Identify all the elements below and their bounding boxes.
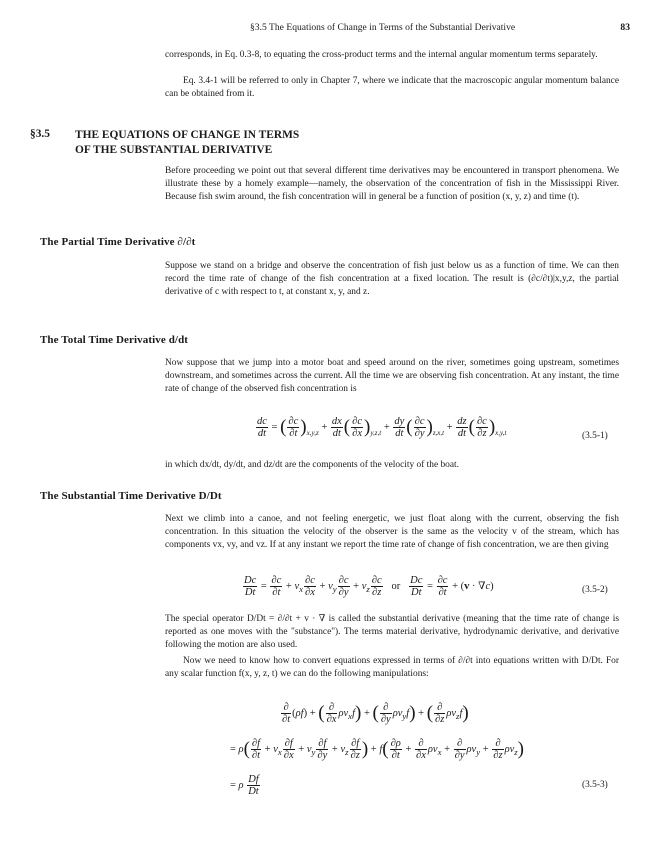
equation-number-3-5-1: (3.5-1) [582,431,608,441]
subheading-partial-derivative: The Partial Time Derivative ∂/∂t [40,236,196,248]
equation-or: or [391,580,401,592]
equation-number-3-5-2: (3.5-2) [582,585,608,595]
substantial-derivative-paragraph: Next we climb into a canoe, and not feeling energetic, we just float along with the current, observing the fish concentration. In this situation the velocity of the observer is the same as the velocity v of the stream, which has components vx, vy, and vz. If at any instant we report the time rate of change of fish concentration, we are then giving [165,514,619,550]
boat-velocity-paragraph: in which dx/dt, dy/dt, and dz/dt are the components of the velocity of the boat. [165,460,459,470]
subheading-total-derivative: The Total Time Derivative d/dt [40,334,189,346]
section-intro-paragraph: Before proceeding we point out that several different time derivatives may be encountered in transport phenomena. We illustrate these by a homely example—namely, the observation of the concentration of fish in the Mississippi River. Because fish swim around, the fish concentration will in general be a function of position (x, y, z) and time (t). [165,166,619,202]
equation-number-3-5-3: (3.5-3) [582,780,608,790]
total-derivative-paragraph: Now suppose that we jump into a motor boat and speed around on the river, sometimes going upstream, sometimes downstream, and sometimes across the current. All the time we are observing fish concentration. At any instant, the time rate of change of the observed fish concentration is [165,358,619,394]
running-head-title: §3.5 The Equations of Change in Terms of the Substantial Derivative [250,22,516,33]
subheading-substantial-derivative: The Substantial Time Derivative D/Dt [40,490,222,502]
section-title: THE EQUATIONS OF CHANGE IN TERMS OF THE SUBSTANTIAL DERIVATIVE [75,129,300,156]
equation-3-5-1: $\frac{dc}{dt}$ = ( $\frac{\partial c}{\partial t}$ )$_{x,y,z}$ + $\frac{dx}{dt}$ ( $\frac{\partial c}{\partial x}$ )$_{y,z,t}$ + $\frac{dy}{dt}$ ( $\frac{\partial c}{\partial y}$ )$_{z,x,t}$ + $\frac{dz}{dt}$ ( $\frac{\partial c}{\partial z}$ )$_{x,y,t}$ [257,416,507,439]
equation-3-5-2: $\frac{Dc}{Dt}$ = $\frac{\partial c}{\partial t}$ + $v_x$ $\frac{\partial c}{\partial x}$ + $v_y$ $\frac{\partial c}{\partial y}$ + $v_z$ $\frac{\partial c}{\partial z}$ or $\frac{Dc}{Dt}$ = $\frac{\partial c}{\partial t}$ + (v · ∇c) [244,575,494,598]
running-head [250,22,630,33]
intro-paragraph-2: Eq. 3.4-1 will be referred to only in Chapter 7, where we indicate that the macroscopic angular momentum balance can be obtained from it. [165,76,619,99]
partial-derivative-paragraph: Suppose we stand on a bridge and observe the concentration of fish just below us as a function of time. We can then record the time rate of change of the fish concentration at a fixed location. The result is (∂c/∂t)|x,y,z, the partial derivative of c with respect to t, at constant x, y, and z. [165,261,619,297]
intro-paragraph-1: corresponds, in Eq. 0.3-8, to equating the cross-product terms and the internal angular momentum terms separately. [165,50,598,60]
substantial-operator-paragraph: The special operator D/Dt = ∂/∂t + v · ∇ is called the substantial derivative (meaning that the time rate of change is reported as one moves with the "substance"). The terms material derivative, hydrodynamic derivative, and derivative following the motion are also used. [165,614,619,650]
equation-3-5-3-line-1: $\frac{\partial}{\partial t}$ (ρf) + ( $\frac{\partial}{\partial x}$ $\rho v_xf$) + ( $\frac{\partial}{\partial y}$ $\rho v_yf$) + ( $\frac{\partial}{\partial z}$ $\rho v_zf$) [282,702,469,725]
section-number: §3.5 [30,128,50,140]
equation-3-5-3-line-2: = ρ( $\frac{\partial f}{\partial t}$ + $v_x$ $\frac{\partial f}{\partial x}$ + $v_y$ $\frac{\partial f}{\partial y}$ + $v_z$ $\frac{\partial f}{\partial z}$ ) + f( $\frac{\partial\rho}{\partial t}$ + $\frac{\partial}{\partial x}$ $\rho v_x$ + $\frac{\partial}{\partial y}$ $\rho v_y$ + $\frac{\partial}{\partial z}$ $\rho v_z$) [230,738,524,761]
equation-3-5-3-line-3: = ρ $\frac{Df}{Dt}$ [230,774,259,797]
page-number: 83 [620,22,630,33]
conversion-paragraph: Now we need to know how to convert equations expressed in terms of ∂/∂t into equations written with D/Dt. For any scalar function f(x, y, z, t) we can do the following manipulations: [165,656,619,679]
